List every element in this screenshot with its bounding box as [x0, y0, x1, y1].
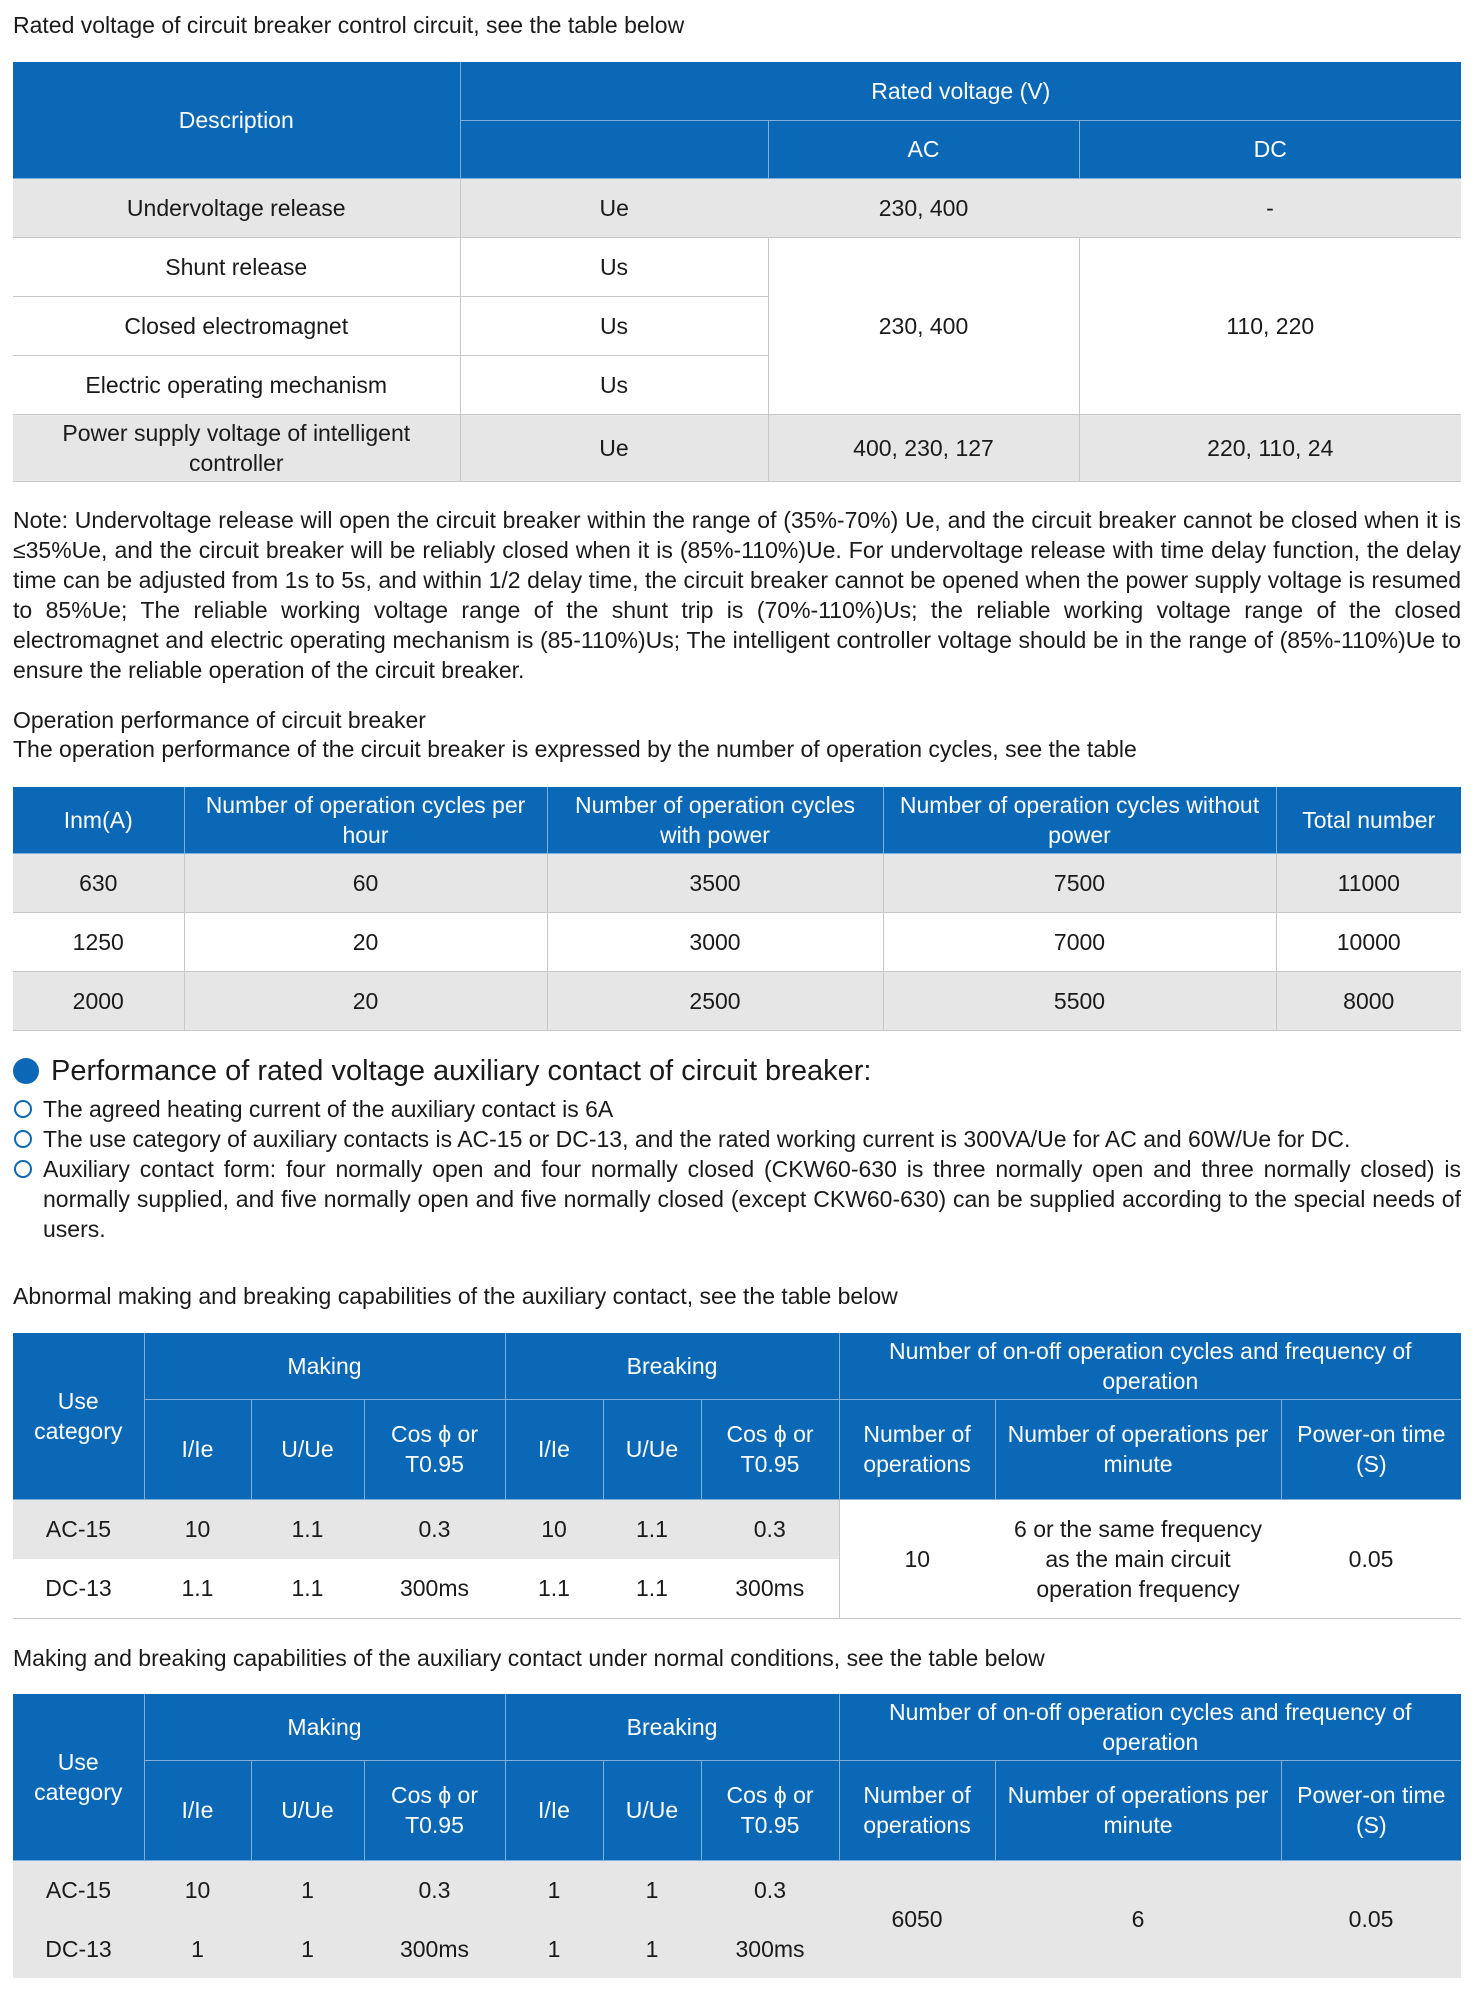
cell-ac: 230, 400 [768, 178, 1079, 237]
table-row [13, 912, 1461, 971]
operation-performance-table [13, 787, 1461, 1031]
cell-per-hour: 60 [184, 853, 547, 912]
cell-with-power: 2500 [547, 971, 883, 1030]
cell-breaking-ile: 10 [505, 1499, 603, 1559]
cell-making-uue: 1 [251, 1860, 364, 1919]
header-breaking-cos: Cos ϕ or T0.95 [701, 1760, 839, 1860]
cell-power-on-time: 0.05 [1281, 1499, 1461, 1618]
cell-ac-merged: 230, 400 [768, 237, 1079, 414]
cell-description: Power supply voltage of intelligent controller [13, 414, 460, 481]
cell-symbol: Ue [460, 178, 768, 237]
ring-bullet-icon [14, 1130, 32, 1148]
abnormal-capability-table [13, 1333, 1461, 1619]
header-cycles-with-power: Number of operation cycles with power [547, 787, 883, 853]
cell-breaking-uue: 1.1 [603, 1559, 701, 1618]
cell-making-ile: 10 [144, 1860, 251, 1919]
list-item [13, 1094, 1461, 1124]
cell-breaking-cos: 300ms [701, 1919, 839, 1978]
operation-performance-title: Operation performance of circuit breaker [13, 707, 426, 733]
cell-making-cos: 0.3 [364, 1860, 505, 1919]
header-breaking: Breaking [505, 1333, 839, 1399]
table-row [13, 414, 1461, 481]
header-power-on-time: Power-on time (S) [1281, 1399, 1461, 1499]
cell-use-category: DC-13 [13, 1919, 144, 1978]
bullet-text: Auxiliary contact form: four normally open and four normally closed (CKW60-630 is three normally open and three normally closed) is normally supplied, and five normally open and five normally closed (except CKW60-630) can be supplied according to the special needs of users. [43, 1156, 1461, 1242]
ring-bullet-icon [14, 1100, 32, 1118]
header-power-on-time: Power-on time (S) [1281, 1760, 1461, 1860]
operation-performance-subtitle: The operation performance of the circuit breaker is expressed by the number of operation cycles, see the table [13, 736, 1137, 762]
list-item [13, 1154, 1461, 1244]
cell-symbol: Us [460, 355, 768, 414]
table-row [13, 971, 1461, 1030]
header-blank [460, 120, 768, 178]
cell-dc: - [1079, 178, 1461, 237]
cell-breaking-ile: 1.1 [505, 1559, 603, 1618]
cell-ac: 400, 230, 127 [768, 414, 1079, 481]
cell-symbol: Us [460, 237, 768, 296]
cell-making-cos: 0.3 [364, 1499, 505, 1559]
cell-number-of-operations: 6050 [839, 1860, 995, 1978]
cell-power-on-time: 0.05 [1281, 1860, 1461, 1978]
header-making-cos: Cos ϕ or T0.95 [364, 1760, 505, 1860]
cell-breaking-uue: 1.1 [603, 1499, 701, 1559]
header-breaking: Breaking [505, 1694, 839, 1760]
aux-contact-heading [13, 1053, 871, 1089]
cell-dc: 220, 110, 24 [1079, 414, 1461, 481]
rated-voltage-table [13, 62, 1461, 482]
cell-without-power: 7500 [883, 853, 1276, 912]
cell-total: 8000 [1276, 971, 1461, 1030]
cell-description: Closed electromagnet [13, 296, 460, 355]
aux-bullet-list [13, 1094, 1461, 1244]
cell-symbol: Us [460, 296, 768, 355]
header-number-of-operations: Number of operations [839, 1760, 995, 1860]
header-use-category: Use category [13, 1333, 144, 1499]
table-row [13, 1860, 1461, 1919]
header-operations-per-minute: Number of operations per minute [995, 1760, 1281, 1860]
header-dc: DC [1079, 120, 1461, 178]
table-row [13, 853, 1461, 912]
header-total-number: Total number [1276, 787, 1461, 853]
header-number-of-operations: Number of operations [839, 1399, 995, 1499]
list-item [13, 1124, 1461, 1154]
cell-number-of-operations: 10 [839, 1499, 995, 1618]
cell-inm: 1250 [13, 912, 184, 971]
cell-breaking-uue: 1 [603, 1860, 701, 1919]
cell-breaking-ile: 1 [505, 1860, 603, 1919]
cell-description: Electric operating mechanism [13, 355, 460, 414]
header-making: Making [144, 1333, 505, 1399]
cell-without-power: 5500 [883, 971, 1276, 1030]
header-ac: AC [768, 120, 1079, 178]
cell-with-power: 3500 [547, 853, 883, 912]
cell-operations-per-minute: 6 or the same frequency as the main circuit operation frequency [995, 1499, 1281, 1618]
cell-breaking-ile: 1 [505, 1919, 603, 1978]
cell-operations-per-minute: 6 [995, 1860, 1281, 1978]
ring-bullet-icon [14, 1160, 32, 1178]
cell-breaking-uue: 1 [603, 1919, 701, 1978]
cell-making-uue: 1.1 [251, 1499, 364, 1559]
table-row [13, 1499, 1461, 1559]
cell-making-ile: 1.1 [144, 1559, 251, 1618]
normal-capability-table [13, 1694, 1461, 1978]
table-row [13, 237, 1461, 296]
aux-contact-heading-text: Performance of rated voltage auxiliary contact of circuit breaker: [51, 1055, 872, 1087]
cell-description: Undervoltage release [13, 178, 460, 237]
header-inm: Inm(A) [13, 787, 184, 853]
header-cycles-per-hour: Number of operation cycles per hour [184, 787, 547, 853]
header-cycles-without-power: Number of operation cycles without power [883, 787, 1276, 853]
cell-breaking-cos: 0.3 [701, 1860, 839, 1919]
rated-voltage-caption: Rated voltage of circuit breaker control circuit, see the table below [13, 12, 685, 38]
cell-total: 10000 [1276, 912, 1461, 971]
cell-total: 11000 [1276, 853, 1461, 912]
cell-description: Shunt release [13, 237, 460, 296]
header-making: Making [144, 1694, 505, 1760]
header-making-ile: I/Ie [144, 1760, 251, 1860]
cell-dc-merged: 110, 220 [1079, 237, 1461, 414]
normal-capability-caption: Making and breaking capabilities of the auxiliary contact under normal conditions, see the table below [13, 1645, 1045, 1671]
header-breaking-ile: I/Ie [505, 1399, 603, 1499]
cell-inm: 2000 [13, 971, 184, 1030]
cell-breaking-cos: 0.3 [701, 1499, 839, 1559]
cell-use-category: AC-15 [13, 1499, 144, 1559]
abnormal-capability-caption: Abnormal making and breaking capabilities of the auxiliary contact, see the table below [13, 1283, 898, 1309]
cell-without-power: 7000 [883, 912, 1276, 971]
cell-making-ile: 1 [144, 1919, 251, 1978]
header-making-cos: Cos ϕ or T0.95 [364, 1399, 505, 1499]
header-breaking-uue: U/Ue [603, 1760, 701, 1860]
cell-use-category: DC-13 [13, 1559, 144, 1618]
cell-making-uue: 1.1 [251, 1559, 364, 1618]
undervoltage-note: Note: Undervoltage release will open the circuit breaker within the range of (35%-70%) Ue, and the circuit breaker cannot be closed when it is ≤35%Ue, and the circuit breaker will be reliably closed when it is (85%-110%)Ue. For undervoltage release with time delay function, the delay time can be adjusted from 1s to 5s, and within 1/2 delay time, the circuit breaker cannot be opened when the power supply voltage is resumed to 85%Ue; The reliable working voltage range of the shunt trip is (70%-110%)Us; the reliable working voltage range of the closed electromagnet and electric operating mechanism is (85-110%)Us; The intelligent controller voltage should be in the range of (85%-110%)Ue to ensure the reliable operation of the circuit breaker. [13, 507, 1461, 683]
cell-use-category: AC-15 [13, 1860, 144, 1919]
header-making-uue: U/Ue [251, 1399, 364, 1499]
bullet-text: The agreed heating current of the auxiliary contact is 6A [43, 1096, 614, 1122]
header-breaking-uue: U/Ue [603, 1399, 701, 1499]
bullet-text: The use category of auxiliary contacts is AC-15 or DC-13, and the rated working current is 300VA/Ue for AC and 60W/Ue for DC. [43, 1126, 1351, 1152]
cell-per-hour: 20 [184, 971, 547, 1030]
bullet-dot-icon [13, 1058, 39, 1084]
cell-making-ile: 10 [144, 1499, 251, 1559]
header-operation-cycles: Number of on-off operation cycles and frequency of operation [839, 1333, 1461, 1399]
cell-inm: 630 [13, 853, 184, 912]
header-rated-voltage: Rated voltage (V) [460, 62, 1461, 120]
cell-with-power: 3000 [547, 912, 883, 971]
header-description: Description [13, 62, 460, 178]
cell-per-hour: 20 [184, 912, 547, 971]
header-operation-cycles: Number of on-off operation cycles and frequency of operation [839, 1694, 1461, 1760]
header-breaking-ile: I/Ie [505, 1760, 603, 1860]
header-operations-per-minute: Number of operations per minute [995, 1399, 1281, 1499]
cell-making-uue: 1 [251, 1919, 364, 1978]
header-making-uue: U/Ue [251, 1760, 364, 1860]
table-row [13, 178, 1461, 237]
cell-symbol: Ue [460, 414, 768, 481]
header-making-ile: I/Ie [144, 1399, 251, 1499]
header-breaking-cos: Cos ϕ or T0.95 [701, 1399, 839, 1499]
header-use-category: Use category [13, 1694, 144, 1860]
cell-making-cos: 300ms [364, 1559, 505, 1618]
cell-making-cos: 300ms [364, 1919, 505, 1978]
cell-breaking-cos: 300ms [701, 1559, 839, 1618]
